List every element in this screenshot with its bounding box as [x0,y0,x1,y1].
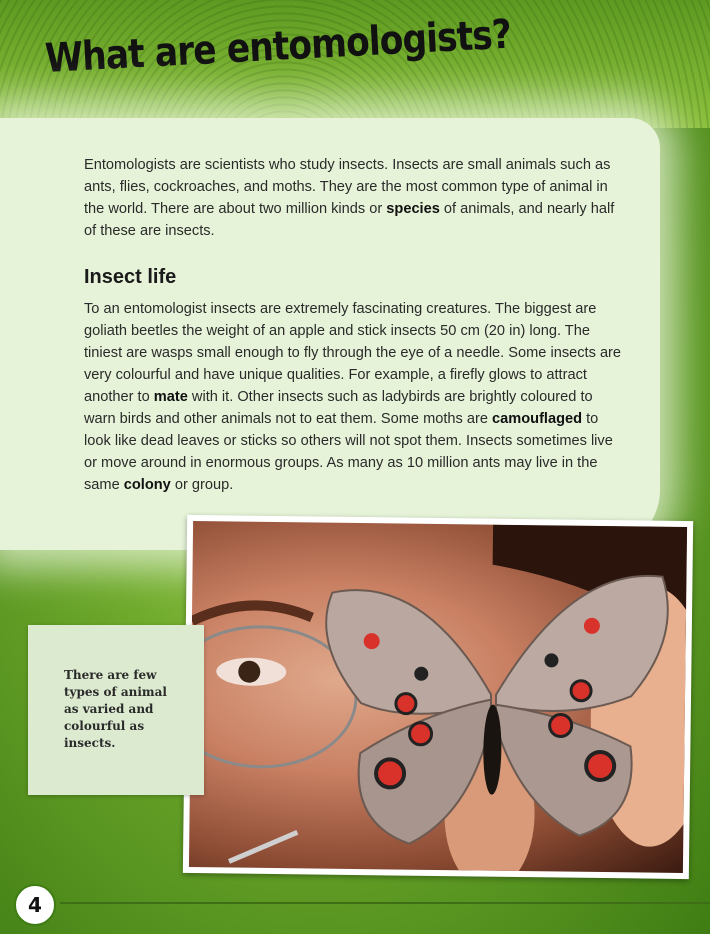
caption-text: There are few types of animal as varied and colourful as insects. [64,668,167,750]
glossary-term-camouflaged: camouflaged [492,411,583,427]
body-paragraph [84,298,624,496]
footer-rule [60,902,710,904]
body-text: with it. Other insects such as ladybirds are brightly coloured to warn birds and other animals not to eat them. Some moths are [84,389,593,427]
intro-text: of animals, and nearly half of these are insects. [84,201,615,239]
intro-text: Entomologists are scientists who study insects. Insects are small animals such as ants, flies, cockroaches, and moths. They are the most common type of animal in the world. There are about two million kinds or [84,157,611,217]
caption-box [28,625,204,795]
tweezers-icon [229,831,297,862]
butterfly-photo [189,521,687,873]
body-text: or group. [170,477,234,493]
body-text: To an entomologist insects are extremely fascinating creatures. The biggest are goliath beetles the weight of an apple and stick insects 50 cm (20 in) long. The tiniest are wasps small enough to fly through the eye of a needle. Some insects are very colourful and have unique qualities. For example, a firefly glows to attract another to [84,301,622,405]
butterfly-illustration [189,521,687,873]
page-title: What are entomologists? [44,11,513,82]
photo-frame [183,515,693,879]
intro-paragraph [84,154,624,242]
page-number: 4 [14,884,56,926]
glossary-term-species: species [386,201,440,217]
glossary-term-mate: mate [153,389,188,405]
glossary-term-colony: colony [123,477,171,493]
eyebrow [192,605,312,623]
body-text: to look like dead leaves or sticks so others will not spot them. Insects sometimes live or move around in enormous groups. As many as 10 million ants may live in the same [84,411,613,493]
section-heading: Insect life [84,266,177,288]
